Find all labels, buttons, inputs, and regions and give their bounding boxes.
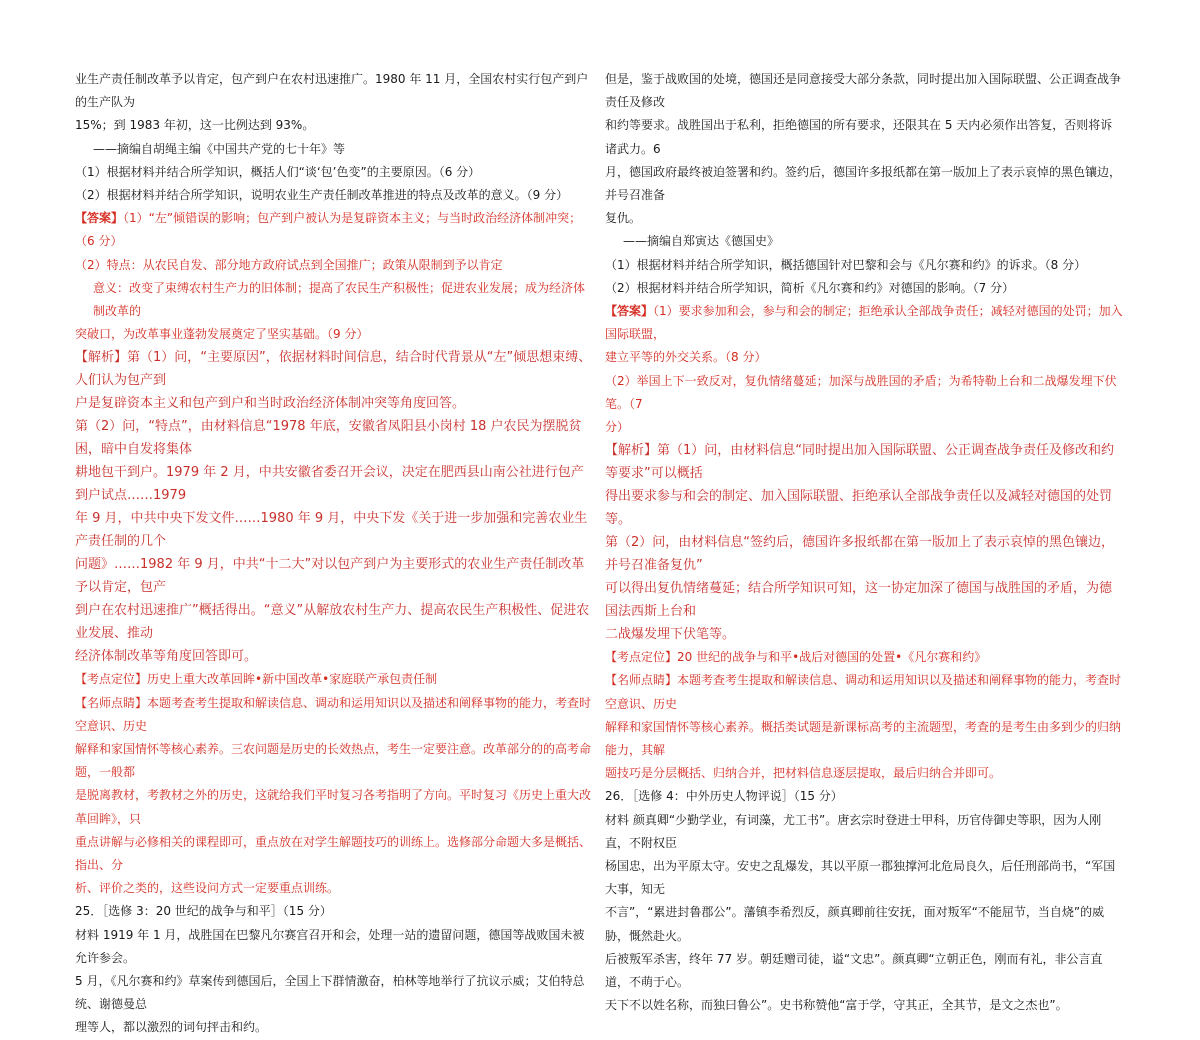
- analysis-text: 第（2）问，由材料信息“签约后，德国许多报纸都在第一版加上了表示哀悼的黑色镶边，并号召准备复仇”: [605, 535, 1115, 574]
- analysis-text: 第（2）问，“特点”，由材料信息“1978 年底，安徽省凤阳县小岗村 18 户农民为摆脱贫困，暗中自发将集体: [75, 419, 582, 458]
- material-text: 材料 1919 年 1 月，战胜国在巴黎凡尔赛宫召开和会，处理一站的遗留问题，德国等战败国未被允许参会。: [75, 927, 585, 965]
- analysis-text: 【解析】第（1）问，“主要原因”，依据材料时间信息，结合时代背景从“左”倾思想束缚、人们认为包产到: [75, 350, 592, 389]
- answer-label: 【答案】: [75, 211, 124, 226]
- analysis-text: 户是复辟资本主义和包产到户和当时政治经济体制冲突等角度回答。: [75, 396, 466, 412]
- mingshi-text: 题技巧是分层概括、归纳合并，把材料信息逐层提取，最后归纳合并即可。: [605, 766, 1002, 781]
- material-text: 理等人，都以激烈的词句抨击和约。: [75, 1020, 268, 1035]
- material-text: 5 月，《凡尔赛和约》草案传到德国后，全国上下群情激奋，柏林等地举行了抗议示威；艾伯特总统、谢德曼总: [75, 974, 585, 1012]
- question-1: （1）根据材料并结合所学知识，概括德国针对巴黎和会与《凡尔赛和约》的诉求。（8 分）: [605, 257, 1087, 272]
- mingshi-text: 是脱离教材，考教材之外的历史，这就给我们平时复习各考指明了方向。平时复习《历史上重大改革回眸》，只: [75, 788, 592, 826]
- answer-label: 【答案】: [605, 304, 654, 319]
- kaodian-text: 【考点定位】历史上重大改革回眸•新中国改革•家庭联产承包责任制: [75, 672, 438, 687]
- answer-3: 突破口，为改革事业蓬勃发展奠定了坚实基础。（9 分）: [75, 327, 369, 342]
- material-text: 天下不以姓名称，而独曰鲁公”。史书称赞他“富于学，守其正，全其节，是文之杰也”。: [605, 998, 1068, 1013]
- analysis-text: 问题》……1982 年 9 月，中共“十二大”对以包产到户为主要形式的农业生产责任制改革予以肯定，包产: [75, 557, 585, 596]
- material-text: 材料 颜真卿“少勤学业，有词藻，尤工书”。唐玄宗时登进士甲科，历官侍御史等职，因为人刚直，不附权臣: [605, 812, 1102, 850]
- answer-1: 【答案】（1）“左”倾错误的影响；包产到户被认为是复辟资本主义；与当时政治经济体制冲突；（6 分）: [75, 211, 582, 249]
- analysis-text: 【解析】第（1）问，由材料信息“同时提出加入国际联盟、公正调查战争责任及修改和约等要求”可以概括: [605, 443, 1115, 482]
- question-1: （1）根据材料并结合所学知识，概括人们“谈‘包’色变”的主要原因。（6 分）: [75, 164, 481, 179]
- material-text: 后被叛军杀害，终年 77 岁。朝廷赠司徒，谥“文忠”。颜真卿“立朝正色，刚而有礼，非公言直道，不萌于心。: [605, 951, 1103, 990]
- source-citation: ——摘编自郑寅达《德国史》: [623, 234, 780, 249]
- mingshi-text: 【名师点睛】本题考查考生提取和解读信息、调动和运用知识以及描述和阐释事物的能力，考查时空意识、历史: [75, 695, 592, 733]
- material-text: 复仇。: [605, 211, 642, 226]
- material-text: 15%；到 1983 年初，这一比例达到 93%。: [75, 118, 315, 133]
- question-2: （2）根据材料并结合所学知识，简析《凡尔赛和约》对德国的影响。（7 分）: [605, 280, 1015, 295]
- answer-3: 意义：改变了束缚农村生产力的旧体制；提高了农民生产积极性；促进农业发展；成为经济体制改革的: [93, 280, 586, 319]
- mingshi-text: 【名师点睛】本题考查考生提取和解读信息、调动和运用知识以及描述和阐释事物的能力，考查时空意识、历史: [605, 673, 1122, 711]
- answer-1: 【答案】（1）要求参加和会，参与和会的制定；拒绝承认全部战争责任；减轻对德国的处罚；加入国际联盟，: [605, 304, 1123, 342]
- answer-2: 分）: [605, 420, 630, 435]
- answer-2: （2）特点：从农民自发、部分地方政府试点到全国推广；政策从限制到予以肯定: [75, 257, 503, 272]
- question-25-title: 25．［选修 3：20 世纪的战争与和平］（15 分）: [75, 904, 332, 919]
- material-text: 业生产责任制改革予以肯定，包产到户在农村迅速推广。1980 年 11 月，全国农村实行包产到户的生产队为: [75, 72, 589, 110]
- material-text: 月，德国政府最终被迫签署和约。签约后，德国许多报纸都在第一版加上了表示哀悼的黑色镶边，并号召准备: [605, 164, 1122, 203]
- material-text: 不言”，“累进封鲁郡公”。藩镇李希烈反，颜真卿前往安抚，面对叛军“不能屈节，当自烧”的威胁，慨然赴火。: [605, 905, 1105, 943]
- question-2: （2）根据材料并结合所学知识，说明农业生产责任制改革推进的特点及改革的意义。（9 分）: [75, 188, 569, 203]
- source-citation: ——摘编自胡绳主编《中国共产党的七十年》等: [93, 141, 346, 156]
- answer-2: （2）举国上下一致反对，复仇情绪蔓延；加深与战胜国的矛盾；为希特勒上台和二战爆发埋下伏笔。（7: [605, 373, 1117, 411]
- analysis-text: 得出要求参与和会的制定、加入国际联盟、拒绝承认全部战争责任以及减轻对德国的处罚等。: [605, 489, 1113, 528]
- material-text: 但是，鉴于战败国的处境，德国还是同意接受大部分条款，同时提出加入国际联盟、公正调查战争责任及修改: [605, 72, 1122, 110]
- analysis-text: 年 9 月，中共中央下发文件……1980 年 9 月，中央下发《关于进一步加强和完善农业生产责任制的几个: [75, 511, 588, 550]
- mingshi-text: 解释和家国情怀等核心素养。三农问题是历史的长效热点，考生一定要注意。改革部分的的高考命题，一般都: [75, 742, 592, 780]
- analysis-text: 二战爆发埋下伏笔等。: [605, 627, 736, 643]
- left-column: [75, 68, 593, 1040]
- answer-1: 建立平等的外交关系。（8 分）: [605, 350, 767, 365]
- kaodian-text: 【考点定位】20 世纪的战争与和平•战后对德国的处置•《凡尔赛和约》: [605, 650, 987, 665]
- mingshi-text: 析、评价之类的，这些设问方式一定要重点训练。: [75, 881, 340, 896]
- right-column: [605, 68, 1123, 1018]
- material-text: 和约等要求。战胜国出于私利，拒绝德国的所有要求，还限其在 5 天内必须作出答复，否则将诉诸武力。6: [605, 118, 1113, 156]
- mingshi-text: 解释和家国情怀等核心素养。概括类试题是新课标高考的主流题型，考查的是考生由多到少的归纳能力，其解: [605, 719, 1122, 758]
- material-text: 杨国忠，出为平原太守。安史之乱爆发，其以平原一郡独撑河北危局良久，后任刑部尚书，“军国大事，知无: [605, 859, 1116, 897]
- analysis-text: 可以得出复仇情绪蔓延；结合所学知识可知，这一协定加深了德国与战胜国的矛盾，为德国法西斯上台和: [605, 581, 1113, 620]
- analysis-text: 经济体制改革等角度回答即可。: [75, 649, 258, 665]
- analysis-text: 耕地包干到户。1979 年 2 月，中共安徽省委召开会议，决定在肥西县山南公社进行包产到户试点……1979: [75, 465, 584, 504]
- mingshi-text: 重点讲解与必修相关的课程即可，重点放在对学生解题技巧的训练上。选修部分命题大多是概括、指出、分: [75, 834, 592, 873]
- analysis-text: 到户在农村迅速推广”概括得出。“意义”从解放农村生产力、提高农民生产积极性、促进农业发展、推动: [75, 603, 590, 642]
- question-26-title: 26．［选修 4：中外历史人物评说］（15 分）: [605, 789, 843, 804]
